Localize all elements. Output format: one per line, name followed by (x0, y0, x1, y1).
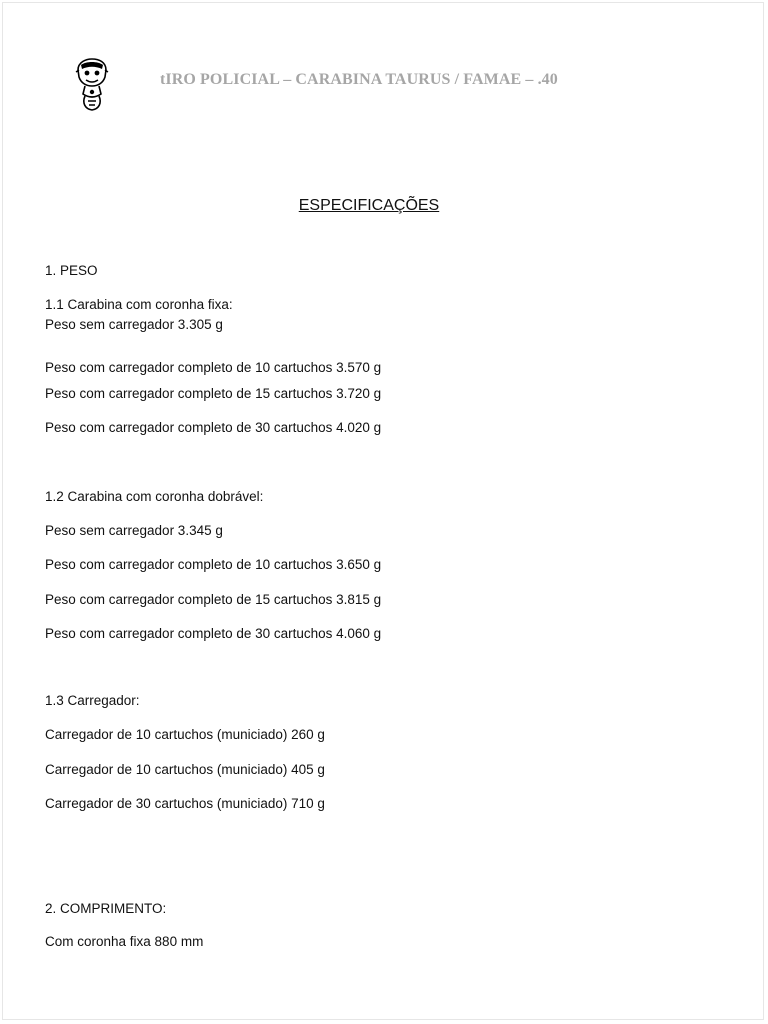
spec-line: Peso sem carregador 3.305 g (45, 317, 223, 332)
subsection-1-3-heading: 1.3 Carregador: (45, 693, 140, 708)
spec-line: Peso com carregador completo de 15 cartuchos 3.720 g (45, 386, 382, 401)
page-border (2, 2, 764, 1020)
spec-line: Com coronha fixa 880 mm (45, 934, 204, 949)
spec-line: Carregador de 10 cartuchos (municiado) 405 g (45, 762, 325, 777)
spec-line: Peso sem carregador 3.345 g (45, 523, 223, 538)
spec-line: Peso com carregador completo de 10 cartuchos 3.570 g (45, 360, 382, 375)
spec-line: Peso com carregador completo de 30 cartuchos 4.060 g (45, 626, 382, 641)
spec-line: Carregador de 30 cartuchos (municiado) 710 g (45, 796, 325, 811)
spec-line: Peso com carregador completo de 15 cartuchos 3.815 g (45, 592, 382, 607)
header-title: tIRO POLICIAL – CARABINA TAURUS / FAMAE – .40 (160, 71, 558, 88)
police-emblem-icon (72, 56, 112, 112)
document-title: ESPECIFICAÇÕES (298, 197, 440, 214)
spec-line: Peso com carregador completo de 10 cartuchos 3.650 g (45, 557, 382, 572)
section-2-heading: 2. COMPRIMENTO: (45, 901, 167, 916)
subsection-1-2-heading: 1.2 Carabina com coronha dobrável: (45, 489, 264, 504)
subsection-1-1-heading: 1.1 Carabina com coronha fixa: (45, 297, 233, 312)
section-1-heading: 1. PESO (45, 263, 98, 278)
spec-line: Peso com carregador completo de 30 cartuchos 4.020 g (45, 420, 382, 435)
spec-line: Carregador de 10 cartuchos (municiado) 260 g (45, 727, 325, 742)
